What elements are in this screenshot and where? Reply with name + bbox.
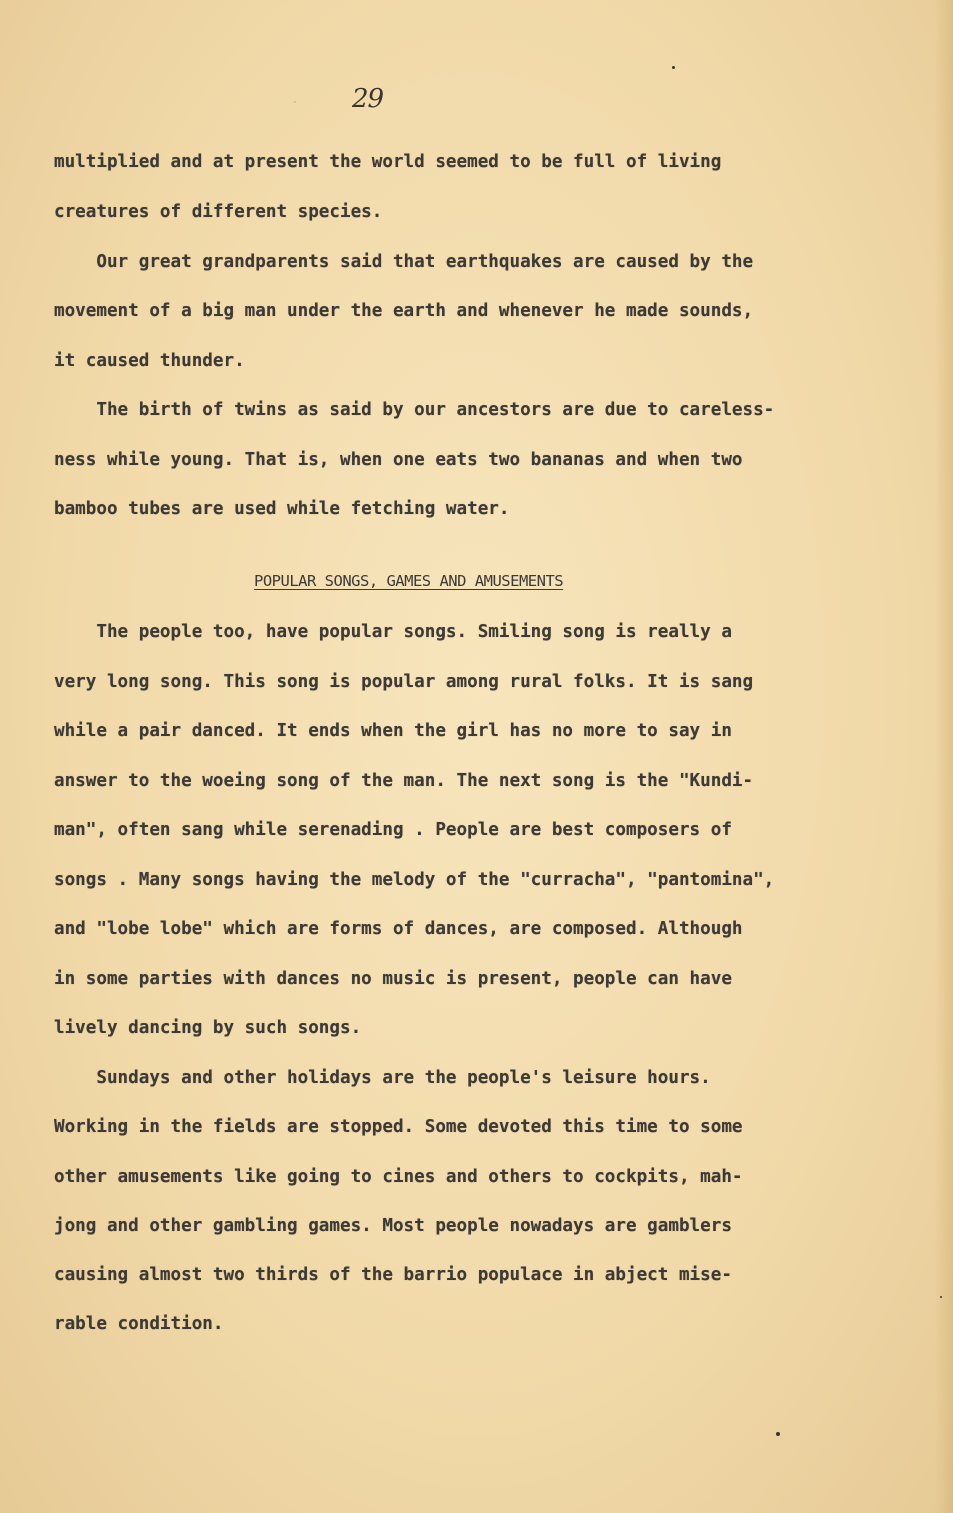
body-line-20: other amusements like going to cines and others to cockpits, mah- — [54, 1167, 743, 1187]
body-line-16: in some parties with dances no music is present, people can have — [54, 969, 732, 989]
body-line-6: The birth of twins as said by our ancestors are due to careless- — [54, 400, 775, 420]
body-line-11: while a pair danced. It ends when the girl has no more to say in — [54, 721, 732, 741]
ink-speck — [776, 1432, 780, 1436]
body-line-7: ness while young. That is, when one eats two bananas and when two — [54, 450, 743, 470]
body-line-2: creatures of different species. — [54, 202, 383, 222]
body-line-8: bamboo tubes are used while fetching water. — [54, 499, 510, 519]
body-line-17: lively dancing by such songs. — [54, 1018, 362, 1038]
body-line-3: Our great grandparents said that earthquakes are caused by the — [54, 252, 754, 272]
body-line-15: and "lobe lobe" which are forms of dances, are composed. Although — [54, 919, 743, 939]
body-line-12: answer to the woeing song of the man. The next song is the "Kundi- — [54, 771, 754, 791]
ink-speck — [940, 1296, 942, 1298]
body-line-22: causing almost two thirds of the barrio populace in abject mise- — [54, 1265, 732, 1285]
page-number: 29 — [352, 84, 384, 114]
ink-speck — [672, 66, 675, 69]
section-heading: POPULAR SONGS, GAMES AND AMUSEMENTS — [254, 572, 564, 590]
body-line-18: Sundays and other holidays are the people's leisure hours. — [54, 1068, 711, 1088]
body-line-5: it caused thunder. — [54, 351, 245, 371]
body-line-1: multiplied and at present the world seemed to be full of living — [54, 152, 722, 172]
paper-edge-stain — [935, 0, 953, 1513]
body-line-9: The people too, have popular songs. Smiling song is really a — [54, 622, 732, 642]
body-line-4: movement of a big man under the earth and whenever he made sounds, — [54, 301, 754, 321]
body-line-10: very long song. This song is popular among rural folks. It is sang — [54, 672, 754, 692]
body-line-19: Working in the fields are stopped. Some devoted this time to some — [54, 1117, 743, 1137]
body-line-23: rable condition. — [54, 1314, 224, 1334]
body-line-21: jong and other gambling games. Most people nowadays are gamblers — [54, 1216, 732, 1236]
body-line-14: songs . Many songs having the melody of the "curracha", "pantomina", — [54, 870, 775, 890]
body-line-13: man", often sang while serenading . People are best composers of — [54, 820, 732, 840]
faded-page-mark: · — [292, 92, 298, 113]
